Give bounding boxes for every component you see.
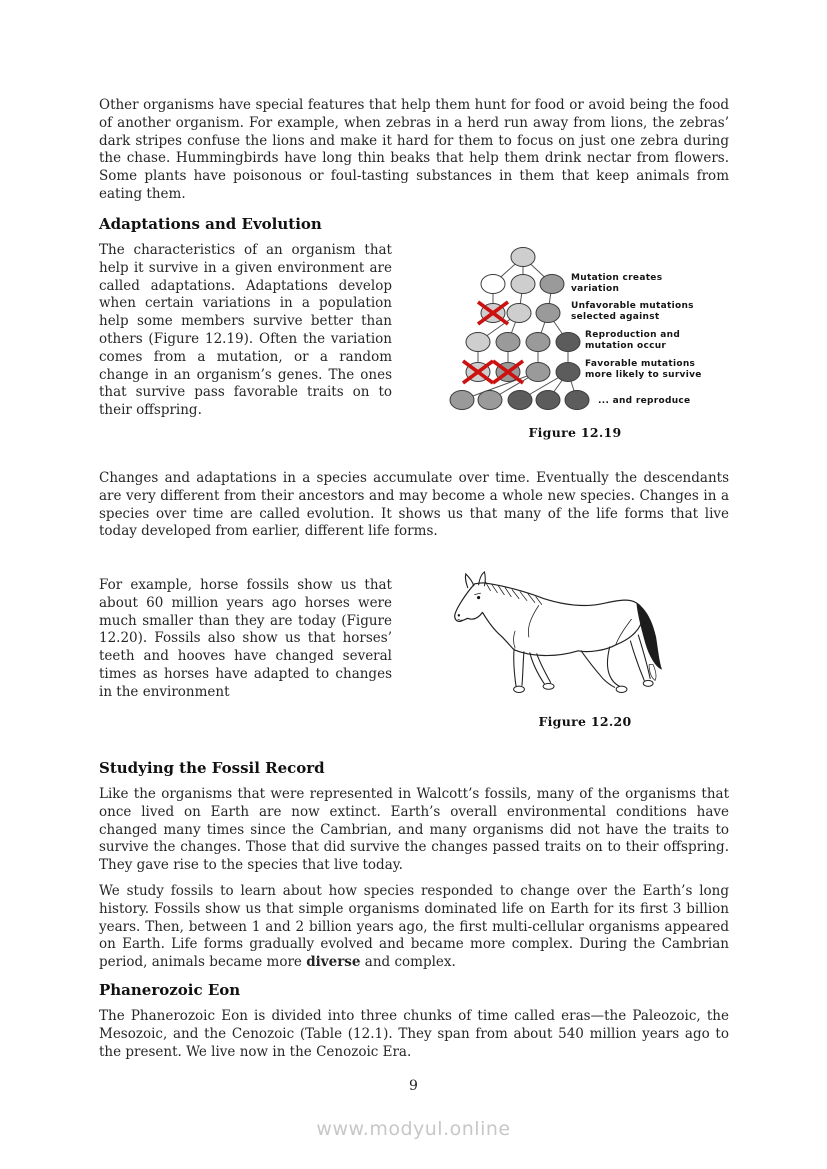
figure-12-20 (440, 570, 740, 729)
organism-node (478, 391, 502, 410)
horse-hind-leg (581, 651, 615, 687)
paragraph-fossil-record: Like the organisms that were represented in Walcott’s fossils, many of the organisms that once lived on Earth are now extinct. Earth’s overall environmental conditions have changed many times since the Cambrian, and many organisms did not have the traits to survive the changes. Those that did survive the changes passed traits on to their offspring. They gave rise to the species that live today. (99, 786, 729, 874)
horse-hoof (514, 686, 525, 692)
diagram-label: Reproduction and (585, 330, 681, 340)
organism-node (466, 333, 490, 352)
organism-node (565, 391, 589, 410)
heading-adaptations-and-evolution: Adaptations and Evolution (99, 215, 322, 233)
diagram-label: mutation occur (585, 341, 667, 351)
diagram-label: Mutation creates (571, 273, 663, 283)
organism-node (508, 391, 532, 410)
horse-eye (477, 596, 480, 599)
paragraph-horse-fossils: For example, horse fossils show us that about 60 million years ago horses were much smaller than they are today (Figure 12.20). Fossils also show us that horses’ teeth and hooves have changed several times as horses have adapted to changes in the environment (99, 577, 392, 700)
horse-nostril (458, 614, 460, 616)
organism-node (511, 275, 535, 294)
organism-nodes (450, 248, 589, 410)
horse-hind-leg (608, 647, 620, 686)
horse-illustration (440, 570, 740, 710)
diagram-label: more likely to survive (585, 370, 702, 380)
watermark: www.modyul.online (316, 1118, 511, 1140)
organism-node (450, 391, 474, 410)
organism-node (536, 304, 560, 323)
diagram-label: selected against (571, 312, 660, 322)
page-number: 9 (409, 1078, 418, 1094)
heading-phanerozoic-eon: Phanerozoic Eon (99, 981, 241, 999)
organism-node (511, 248, 535, 267)
organism-node (556, 333, 580, 352)
organism-node (540, 275, 564, 294)
diagram-label: Favorable mutations (585, 359, 696, 369)
diagram-label: variation (571, 284, 620, 294)
paragraph-text: We study fossils to learn about how species responded to change over the Earth’s long history. Fossils show us that simple organisms dominated life on Earth for its first 3 billion years. Then, between 1 and 2 billion years ago, the first multi-cellular organisms appeared on Earth. Life forms gradually evolved and became more complex. During the Cambrian period, animals became more (99, 883, 729, 971)
diagram-label: Unfavorable mutations (571, 301, 694, 311)
diagram-label: ... and reproduce (598, 396, 691, 406)
paragraph-changes: Changes and adaptations in a species accumulate over time. Eventually the descendants are very different from their ancestors and may become a whole new species. Changes in a species over time are called evolution. It shows us that many of the life forms that live today developed from earlier, different life forms. (99, 470, 729, 540)
paragraph-phanerozoic: The Phanerozoic Eon is divided into three chunks of time called eras—the Paleozoic, the Mesozoic, and the Cenozoic (Table (12.1). They span from about 540 million years ago to the present. We live now in the Cenozoic Era. (99, 1008, 729, 1060)
organism-node (526, 363, 550, 382)
heading-studying-the-fossil-record: Studying the Fossil Record (99, 759, 325, 777)
figure-caption: Figure 12.20 (538, 714, 632, 729)
horse-hoof (543, 683, 554, 689)
organism-node (556, 363, 580, 382)
horse-front-leg (537, 654, 551, 683)
horse-front-leg (514, 649, 516, 686)
figure-caption: Figure 12.19 (528, 425, 622, 440)
mutation-tree-diagram (440, 245, 740, 415)
organism-node (496, 333, 520, 352)
organism-node (526, 333, 550, 352)
organism-node (507, 304, 531, 323)
horse-front-leg (522, 652, 524, 686)
paragraph-text: and complex. (360, 954, 456, 971)
horse-hoof (643, 680, 653, 686)
horse-tail (636, 603, 662, 670)
organism-node (481, 275, 505, 294)
paragraph-adaptations: The characteristics of an organism that help it survive in a given environment are called adaptations. Adaptations develop when certain variations in a population help some members survive better than others (Figure 12.19). Often the variation comes from a mutation, or a random change in an organism’s genes. The ones that survive pass favorable traits on to their offspring. (99, 242, 392, 419)
horse-front-leg (530, 653, 545, 685)
paragraph-study-fossils (99, 883, 729, 972)
bold-term-diverse: diverse (306, 954, 361, 971)
horse-body (455, 583, 643, 656)
horse-hoof (616, 686, 627, 692)
organism-node (536, 391, 560, 410)
paragraph-intro: Other organisms have special features that help them hunt for food or avoid being the food of another organism. For example, when zebras in a herd run away from lions, the zebras’ dark stripes confuse the lions and make it hard for them to focus on just one zebra during the chase. Hummingbirds have long thin beaks that help them drink nectar from flowers. Some plants have poisonous or foul-tasting substances in them that keep animals from eating them. (99, 97, 729, 202)
figure-12-19 (440, 245, 740, 440)
